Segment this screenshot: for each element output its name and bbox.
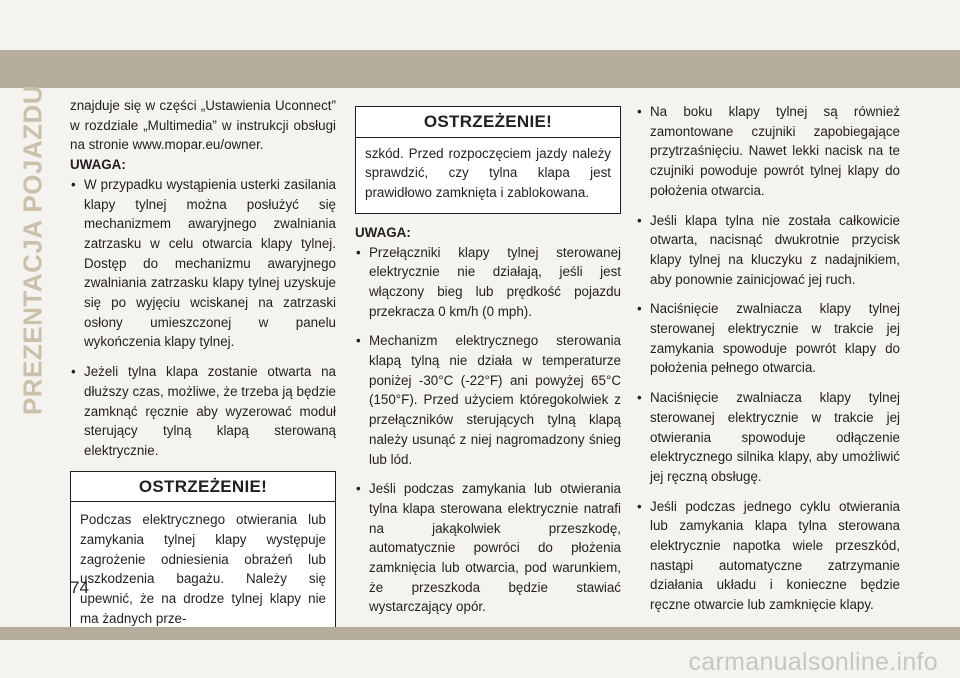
column-2 (355, 106, 621, 627)
bullet-icon: • (356, 481, 361, 497)
list-item (70, 175, 336, 352)
watermark-text: carmanualsonline.info (688, 648, 938, 676)
note-list (636, 102, 900, 615)
list-item (636, 497, 900, 615)
list-item-text: Na boku klapy tylnej są również zamontowane czujniki zapobiegające przytrzaśnięciu. Nawet lekki nacisk na te czujniki powoduje powrót tylnej klapy do położenia otwarcia. (650, 104, 900, 198)
bullet-icon: • (637, 212, 642, 228)
note-list (355, 243, 621, 618)
bullet-icon: • (71, 364, 76, 380)
list-item (636, 299, 900, 378)
list-item-text: Jeśli podczas zamykania lub otwierania tylna klapa sterowana elektrycznie natrafi na jakąkolwiek przeszkodę, automatycznie powróci do płożenia zamknięcia lub otwarcia, pod warunkiem, że przeszkoda będzie stawiać wystarczający opór. (369, 481, 621, 615)
warning-box (355, 106, 621, 214)
column-3 (636, 102, 900, 625)
list-item (636, 211, 900, 290)
bullet-icon: • (637, 104, 642, 119)
note-heading: UWAGA: (70, 157, 126, 173)
bullet-icon: • (356, 333, 361, 349)
bullet-icon: • (71, 176, 76, 192)
list-item-text: Jeżeli tylna klapa zostanie otwarta na dłuższy czas, możliwe, że trzeba ją będzie zamknąć ręcznie aby wyzerować moduł sterujący tylną klapą sterowaną elektrycznie. (84, 364, 336, 458)
intro-paragraph: znajduje się w części „Ustawienia Uconnect” w rozdziale „Multimedia” w instrukcji obsługi na stronie www.mopar.eu/owner. (70, 98, 336, 153)
bullet-icon: • (356, 244, 361, 260)
list-item (70, 362, 336, 461)
list-item (355, 243, 621, 322)
column-1 (70, 96, 336, 640)
list-item-text: Naciśnięcie zwalniacza klapy tylnej sterowanej elektrycznie w trakcie jej zamykania spowoduje powrót klapy do położenia pełnego otwarcia. (650, 301, 900, 376)
note-list (70, 175, 336, 461)
list-item (355, 331, 621, 469)
bullet-icon: • (637, 498, 642, 514)
footer-bar (0, 627, 960, 640)
list-item (355, 479, 621, 617)
section-side-label-text: PREZENTACJA POJAZDU (17, 84, 48, 416)
list-item-text: Naciśnięcie zwalniacza klapy tylnej sterowanej elektrycznie w trakcie jej otwierania spowoduje odłączenie elektrycznego silnika klapy, aby umożliwić jej ręczną obsługę. (650, 390, 900, 484)
warning-title: OSTRZEŻENIE! (356, 107, 620, 138)
list-item-text: Przełączniki klapy tylnej sterowanej elektrycznie nie działają, jeśli jest włączony bieg lub prędkość pojazdu przekracza 0 km/h (0 mph). (369, 244, 621, 319)
list-item (636, 102, 900, 201)
warning-text: szkód. Przed rozpoczęciem jazdy należy sprawdzić, czy tylna klapa jest prawidłowo zamknięta i zablokowana. (365, 145, 611, 201)
warning-text: Podczas elektrycznego otwierania lub zamykania tylnej klapy występuje zagrożenie odniesienia obrażeń lub uszkodzenia bagażu. Należy się upewnić, że na drodze tylnej klapy nie ma żadnych prze- (80, 512, 326, 626)
list-item-text: Jeśli podczas jednego cyklu otwierania lub zamykania klapa tylna sterowana elektrycznie napotka wiele przeszkód, nastąpi automatyczne zatrzymanie działania układu i konieczne będzie ręczne otwarcie lub zamknięcie klapy. (650, 498, 900, 613)
warning-title: OSTRZEŻENIE! (71, 472, 335, 503)
list-item (636, 388, 900, 487)
bullet-icon: • (637, 301, 642, 317)
warning-box (70, 471, 336, 640)
section-side-label (17, 84, 48, 416)
list-item-text: Jeśli klapa tylna nie została całkowicie otwarta, nacisnąć dwukrotnie przycisk klapy tylnej na kluczyku z nadajnikiem, aby ponownie zainicjować jej ruch. (650, 212, 900, 287)
page-number: 74 (70, 578, 89, 597)
bullet-icon: • (637, 390, 642, 406)
header-bar (0, 50, 960, 88)
note-heading: UWAGA: (355, 224, 411, 240)
list-item-text: W przypadku wystąpienia usterki zasilania klapy tylnej można posłużyć się mechanizmem awaryjnego zwalniania zatrzasku w celu otwarcia klapy tylnej. Dostęp do mechanizmu awaryjnego zwalniania zatrzasku klapy tylnej uzyskuje się po wyjęciu wciskanej na zatrzaski osłony umieszczonej w panelu wykończenia klapy tylnej. (84, 176, 336, 350)
list-item-text: Mechanizm elektrycznego sterowania klapą tylną nie działa w temperaturze poniżej -30°C (-22°F) ani powyżej 65°C (150°F). Przed użyciem któregokolwiek z przełączników sterujących tylną klapą należy usunąć z niej nagromadzony śnieg lub lód. (369, 333, 621, 467)
